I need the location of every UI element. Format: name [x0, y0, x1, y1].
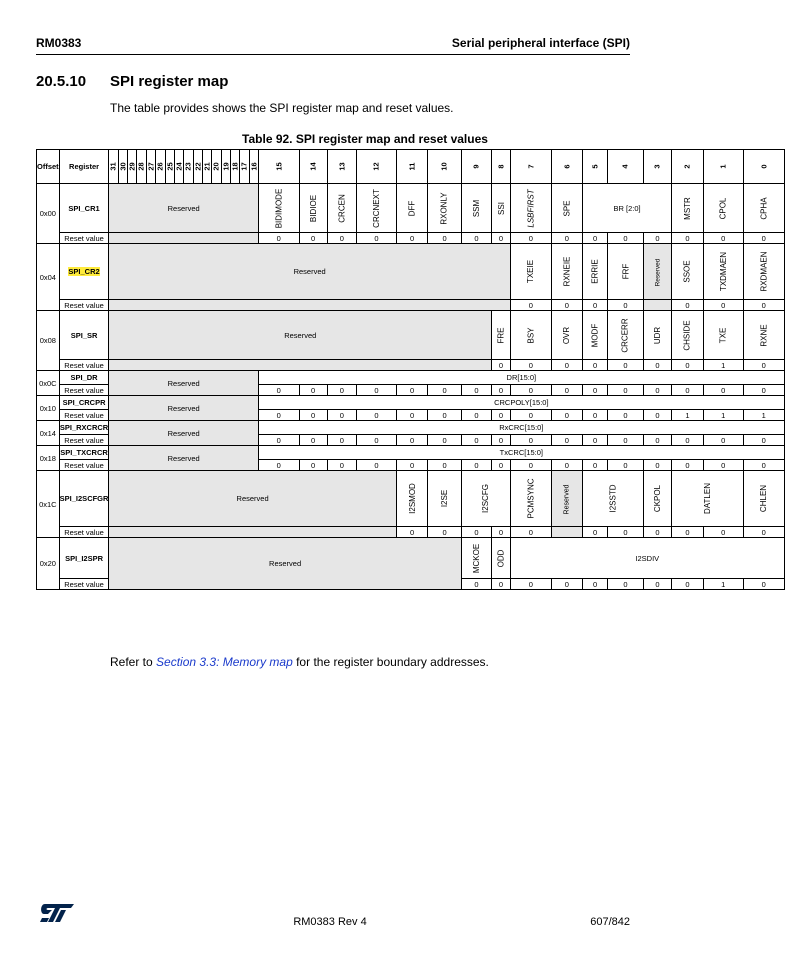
reset-bit: 0 — [551, 410, 582, 421]
field-cell: MCKOE — [461, 538, 491, 579]
intro-text: The table provides shows the SPI register map and reset values. — [110, 101, 454, 115]
bit-header-row — [37, 150, 785, 184]
reset-bit: 1 — [672, 410, 703, 421]
bit-header: 31 — [109, 150, 118, 184]
header-chapter-title: Serial peripheral interface (SPI) — [451, 36, 630, 50]
reset-bit: 0 — [643, 579, 672, 590]
register-offset: 0x04 — [37, 244, 60, 311]
reset-bit: 0 — [461, 460, 491, 471]
field-cell: TXE — [703, 311, 743, 360]
bit-header: 12 — [357, 150, 397, 184]
reset-bit: 0 — [428, 527, 461, 538]
register-row — [37, 396, 785, 410]
reserved-field — [109, 527, 396, 538]
reset-bit: 0 — [492, 385, 511, 396]
reset-bit: 0 — [510, 385, 551, 396]
register-map-table — [36, 149, 785, 590]
register-offset: 0x0C — [37, 371, 60, 396]
register-row — [37, 184, 785, 233]
reset-label: Reset value — [59, 579, 109, 590]
field-cell: Reserved — [551, 471, 582, 527]
bit-header: 28 — [137, 150, 146, 184]
register-name: SPI_I2SCFGR — [59, 471, 109, 527]
bit-header: 7 — [510, 150, 551, 184]
memory-map-link[interactable]: Section 3.3: Memory map — [156, 655, 293, 669]
field-cell: RXNE — [743, 311, 784, 360]
register-name: SPI_DR — [59, 371, 109, 385]
reset-bit: 0 — [672, 385, 703, 396]
field-cell: SSI — [492, 184, 511, 233]
reset-bit: 0 — [327, 385, 356, 396]
reset-bit: 0 — [258, 410, 299, 421]
reset-bit: 0 — [357, 460, 397, 471]
bit-header: 24 — [174, 150, 183, 184]
bit-header: 8 — [492, 150, 511, 184]
field-cell: I2SSTD — [582, 471, 643, 527]
register-name: SPI_CR2 — [59, 244, 109, 300]
reset-bit: 0 — [461, 385, 491, 396]
reserved-field — [109, 233, 259, 244]
register-name: SPI_CRCPR — [59, 396, 109, 410]
register-row — [37, 244, 785, 300]
reset-bit: 0 — [582, 300, 607, 311]
reset-bit: 0 — [703, 300, 743, 311]
reset-bit: 0 — [643, 233, 672, 244]
reset-bit: 0 — [357, 435, 397, 446]
field-cell: DR[15:0] — [258, 371, 784, 385]
bit-header: 23 — [184, 150, 193, 184]
reset-bit: 0 — [396, 410, 428, 421]
reset-bit: 0 — [258, 233, 299, 244]
reset-label: Reset value — [59, 460, 109, 471]
reset-bit: 0 — [551, 300, 582, 311]
register-offset: 0x18 — [37, 446, 60, 471]
field-cell: SSOE — [672, 244, 703, 300]
field-cell: SPE — [551, 184, 582, 233]
reset-bit: 0 — [299, 385, 327, 396]
reset-bit: 0 — [743, 435, 784, 446]
reset-bit — [551, 527, 582, 538]
register-name: SPI_CR1 — [59, 184, 109, 233]
reset-row — [37, 527, 785, 538]
field-cell: BIDIMODE — [258, 184, 299, 233]
reset-bit: 0 — [258, 460, 299, 471]
field-cell: I2SDIV — [510, 538, 784, 579]
reset-bit: 0 — [608, 385, 643, 396]
register-row — [37, 538, 785, 579]
reset-bit: 0 — [703, 527, 743, 538]
bit-header: 6 — [551, 150, 582, 184]
field-cell: CRCPOLY[15:0] — [258, 396, 784, 410]
reset-bit: 0 — [743, 300, 784, 311]
field-cell: RXONLY — [428, 184, 461, 233]
reset-label: Reset value — [59, 300, 109, 311]
field-cell: CRCERR — [608, 311, 643, 360]
register-offset: 0x20 — [37, 538, 60, 590]
reset-bit: 0 — [643, 385, 672, 396]
header-rule — [36, 54, 630, 55]
bit-header: 2 — [672, 150, 703, 184]
reset-bit: 0 — [396, 460, 428, 471]
reset-bit: 0 — [582, 233, 607, 244]
reserved-field: Reserved — [109, 446, 259, 471]
reset-label: Reset value — [59, 435, 109, 446]
bit-header: 29 — [128, 150, 137, 184]
reset-bit: 0 — [672, 579, 703, 590]
field-cell: BIDIOE — [299, 184, 327, 233]
reset-bit: 0 — [608, 233, 643, 244]
field-cell: RXDMAEN — [743, 244, 784, 300]
reset-bit: 0 — [327, 435, 356, 446]
reset-bit: 0 — [743, 385, 784, 396]
reset-bit: 0 — [582, 385, 607, 396]
reset-bit: 0 — [327, 410, 356, 421]
field-cell: OVR — [551, 311, 582, 360]
reset-bit: 0 — [743, 527, 784, 538]
reset-bit: 0 — [582, 460, 607, 471]
field-cell: CKPOL — [643, 471, 672, 527]
field-cell: TxCRC[15:0] — [258, 446, 784, 460]
field-cell: MODF — [582, 311, 607, 360]
offset-header: Offset — [37, 150, 60, 184]
reset-bit: 0 — [510, 300, 551, 311]
reset-bit: 0 — [703, 233, 743, 244]
reset-bit: 0 — [608, 360, 643, 371]
field-cell: CPOL — [703, 184, 743, 233]
bit-header: 11 — [396, 150, 428, 184]
reserved-field — [109, 360, 492, 371]
field-cell: I2SMOD — [396, 471, 428, 527]
reset-bit: 0 — [672, 360, 703, 371]
bit-header: 20 — [212, 150, 221, 184]
reset-bit: 0 — [703, 435, 743, 446]
bit-header: 0 — [743, 150, 784, 184]
reset-bit: 1 — [703, 579, 743, 590]
register-offset: 0x14 — [37, 421, 60, 446]
bit-header: 10 — [428, 150, 461, 184]
field-cell: BSY — [510, 311, 551, 360]
register-row — [37, 311, 785, 360]
reserved-field: Reserved — [109, 421, 259, 446]
register-offset: 0x1C — [37, 471, 60, 538]
reset-bit: 0 — [492, 360, 511, 371]
reset-bit: 0 — [703, 460, 743, 471]
reset-bit: 0 — [582, 360, 607, 371]
field-cell: CHLEN — [743, 471, 784, 527]
register-name: SPI_SR — [59, 311, 109, 360]
field-cell: LSBFIRST — [510, 184, 551, 233]
reset-bit: 0 — [461, 233, 491, 244]
bit-header: 3 — [643, 150, 672, 184]
field-cell: ERRIE — [582, 244, 607, 300]
reset-label: Reset value — [59, 360, 109, 371]
register-offset: 0x08 — [37, 311, 60, 371]
field-cell: Reserved — [643, 244, 672, 300]
reset-bit: 0 — [428, 233, 461, 244]
field-cell: FRF — [608, 244, 643, 300]
field-cell: CHSIDE — [672, 311, 703, 360]
field-cell: TXEIE — [510, 244, 551, 300]
reset-bit: 0 — [643, 410, 672, 421]
reserved-field: Reserved — [109, 538, 461, 590]
register-name: SPI_RXCRCR — [59, 421, 109, 435]
reset-row — [37, 360, 785, 371]
refer-prefix: Refer to — [110, 655, 157, 669]
register-header: Register — [59, 150, 109, 184]
field-cell: DFF — [396, 184, 428, 233]
register-name: SPI_I2SPR — [59, 538, 109, 579]
reset-bit: 0 — [672, 460, 703, 471]
reset-bit: 0 — [327, 233, 356, 244]
bit-header: 17 — [240, 150, 249, 184]
reset-row — [37, 233, 785, 244]
reset-bit: 0 — [608, 579, 643, 590]
reserved-field: Reserved — [109, 396, 259, 421]
reset-bit: 0 — [608, 435, 643, 446]
bit-header: 4 — [608, 150, 643, 184]
reset-bit: 0 — [582, 579, 607, 590]
reset-bit: 0 — [608, 410, 643, 421]
reset-bit: 0 — [608, 527, 643, 538]
bit-header: 22 — [193, 150, 202, 184]
field-cell: RxCRC[15:0] — [258, 421, 784, 435]
reset-bit: 0 — [743, 579, 784, 590]
bit-header: 15 — [258, 150, 299, 184]
reset-bit: 0 — [396, 527, 428, 538]
reset-bit: 0 — [492, 233, 511, 244]
reset-bit: 0 — [672, 300, 703, 311]
reset-bit: 0 — [299, 233, 327, 244]
reset-bit: 0 — [551, 460, 582, 471]
reset-bit: 0 — [582, 527, 607, 538]
register-row — [37, 421, 785, 435]
reset-bit: 0 — [582, 435, 607, 446]
reset-row — [37, 300, 785, 311]
reset-bit: 0 — [582, 410, 607, 421]
reset-bit: 0 — [357, 410, 397, 421]
reset-bit: 0 — [461, 579, 491, 590]
bit-header: 16 — [249, 150, 258, 184]
register-row — [37, 371, 785, 385]
field-cell: CRCNEXT — [357, 184, 397, 233]
reserved-field: Reserved — [109, 471, 396, 527]
reset-bit: 0 — [743, 360, 784, 371]
reset-bit: 0 — [643, 460, 672, 471]
reset-bit: 0 — [510, 435, 551, 446]
reset-bit: 0 — [672, 435, 703, 446]
bit-header: 18 — [230, 150, 239, 184]
field-cell: FRE — [492, 311, 511, 360]
bit-header: 14 — [299, 150, 327, 184]
reset-bit: 0 — [327, 460, 356, 471]
reserved-field: Reserved — [109, 244, 510, 300]
reset-bit: 0 — [672, 233, 703, 244]
reset-bit: 0 — [703, 385, 743, 396]
field-cell: ODD — [492, 538, 511, 579]
register-name: SPI_TXCRCR — [59, 446, 109, 460]
refer-suffix: for the register boundary addresses. — [292, 655, 489, 669]
footer-revision: RM0383 Rev 4 — [293, 916, 367, 928]
field-cell: RXNEIE — [551, 244, 582, 300]
field-cell: MSTR — [672, 184, 703, 233]
bit-header: 1 — [703, 150, 743, 184]
register-row — [37, 471, 785, 527]
reset-bit: 0 — [551, 360, 582, 371]
reset-bit: 0 — [428, 435, 461, 446]
reset-bit: 0 — [492, 579, 511, 590]
reset-bit: 0 — [743, 233, 784, 244]
reset-bit: 0 — [299, 460, 327, 471]
reset-bit: 1 — [743, 410, 784, 421]
reset-bit: 0 — [510, 579, 551, 590]
bit-header: 5 — [582, 150, 607, 184]
bit-header: 19 — [221, 150, 230, 184]
reset-bit: 0 — [396, 435, 428, 446]
bit-header: 26 — [156, 150, 165, 184]
register-offset: 0x10 — [37, 396, 60, 421]
reset-bit: 0 — [396, 233, 428, 244]
reset-bit: 0 — [461, 435, 491, 446]
header-doc-id: RM0383 — [36, 36, 82, 50]
table-caption: Table 92. SPI register map and reset values — [242, 132, 488, 146]
bit-header: 27 — [146, 150, 155, 184]
reset-bit: 0 — [551, 385, 582, 396]
reset-bit: 0 — [643, 360, 672, 371]
reset-label: Reset value — [59, 385, 109, 396]
reset-label: Reset value — [59, 233, 109, 244]
reset-label: Reset value — [59, 527, 109, 538]
bit-header: 13 — [327, 150, 356, 184]
reset-bit: 0 — [510, 410, 551, 421]
reset-label: Reset value — [59, 410, 109, 421]
reset-bit: 0 — [672, 527, 703, 538]
bit-header: 25 — [165, 150, 174, 184]
reset-bit: 0 — [743, 460, 784, 471]
reset-bit: 0 — [428, 385, 461, 396]
field-cell: CRCEN — [327, 184, 356, 233]
reset-bit: 0 — [299, 435, 327, 446]
reset-bit: 0 — [492, 460, 511, 471]
bit-header: 30 — [118, 150, 127, 184]
section-title: SPI register map — [110, 73, 229, 90]
reset-bit: 0 — [357, 385, 397, 396]
reset-bit: 0 — [461, 527, 491, 538]
field-cell: CPHA — [743, 184, 784, 233]
field-cell: SSM — [461, 184, 491, 233]
bit-header: 9 — [461, 150, 491, 184]
reset-bit: 0 — [643, 435, 672, 446]
reserved-field: Reserved — [109, 371, 259, 396]
refer-paragraph — [110, 655, 489, 669]
reset-bit: 0 — [492, 410, 511, 421]
reserved-field: Reserved — [109, 184, 259, 233]
reset-bit: 0 — [428, 410, 461, 421]
field-cell: I2SE — [428, 471, 461, 527]
reset-bit: 1 — [703, 360, 743, 371]
reserved-field — [109, 300, 510, 311]
register-row — [37, 446, 785, 460]
field-cell: PCMSYNC — [510, 471, 551, 527]
register-offset: 0x00 — [37, 184, 60, 244]
reset-bit: 0 — [551, 233, 582, 244]
reset-bit: 0 — [492, 527, 511, 538]
reset-bit: 0 — [396, 385, 428, 396]
section-number: 20.5.10 — [36, 73, 87, 90]
reset-bit: 0 — [258, 435, 299, 446]
reset-bit: 0 — [551, 435, 582, 446]
reset-bit: 0 — [428, 460, 461, 471]
reset-bit: 0 — [492, 435, 511, 446]
reset-bit: 0 — [510, 233, 551, 244]
reserved-field: Reserved — [109, 311, 492, 360]
reset-bit: 0 — [510, 360, 551, 371]
reset-bit: 0 — [461, 410, 491, 421]
footer-page-number: 607/842 — [590, 916, 630, 928]
reset-bit — [643, 300, 672, 311]
reset-bit: 0 — [299, 410, 327, 421]
reset-bit: 0 — [510, 527, 551, 538]
reset-bit: 0 — [258, 385, 299, 396]
reset-bit: 0 — [357, 233, 397, 244]
field-cell: DATLEN — [672, 471, 743, 527]
field-cell: BR [2:0] — [582, 184, 672, 233]
reset-bit: 0 — [608, 460, 643, 471]
field-cell: I2SCFG — [461, 471, 510, 527]
reset-bit: 1 — [703, 410, 743, 421]
reset-bit: 0 — [643, 527, 672, 538]
field-cell: UDR — [643, 311, 672, 360]
reset-bit: 0 — [608, 300, 643, 311]
reset-bit: 0 — [510, 460, 551, 471]
reset-bit: 0 — [551, 579, 582, 590]
field-cell: TXDMAEN — [703, 244, 743, 300]
bit-header: 21 — [202, 150, 211, 184]
